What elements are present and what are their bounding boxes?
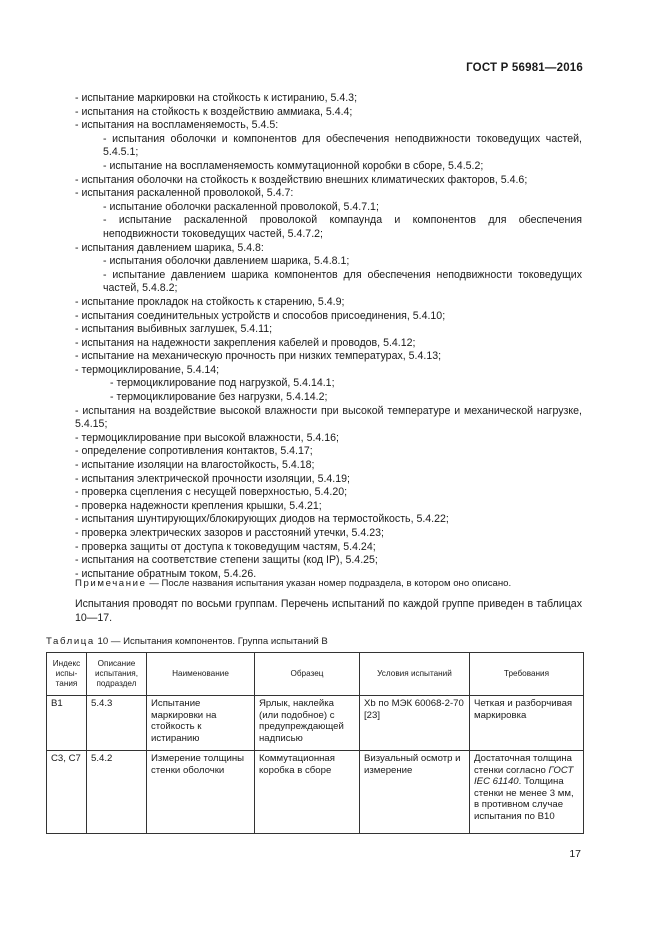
cell-section: 5.4.3 xyxy=(87,696,147,751)
cell-index: C3, C7 xyxy=(47,751,87,834)
note-label: Примечание xyxy=(75,578,147,589)
list-item: - испытание оболочки раскаленной проволокой, 5.4.7.1; xyxy=(103,200,379,213)
cell-name: Испытание маркировки на стойкость к истиранию xyxy=(147,696,255,751)
list-item: - испытания на стойкость к воздействию аммиака, 5.4.4; xyxy=(75,105,353,118)
list-item: - испытания на воспламеняемость, 5.4.5: xyxy=(75,119,279,132)
list-item: - испытания выбивных заглушек, 5.4.11; xyxy=(75,323,273,336)
list-item: - испытание раскаленной проволокой компаунда и компонентов для обеспечения неподвижности токоведущих частей, 5.4.7.2; xyxy=(103,214,582,240)
list-item: - термоциклирование под нагрузкой, 5.4.14.1; xyxy=(110,377,335,390)
requirements-text-b: . Толщина стенки не менее 3 мм, в противном случае испытания по B10 xyxy=(474,776,574,822)
list-item: - испытания оболочки и компонентов для обеспечения неподвижности токоведущих частей, 5.4.5.1; xyxy=(103,132,582,159)
list-item: - испытание изоляции на влагостойкость, 5.4.18; xyxy=(75,459,315,472)
list-item: - проверка сцепления с несущей поверхностью, 5.4.20; xyxy=(75,486,348,499)
list-item: - термоциклирование при высокой влажности, 5.4.16; xyxy=(75,431,339,444)
tests-table xyxy=(46,652,584,834)
table-row xyxy=(47,696,584,751)
cell-conditions: Xb по МЭК 60068-2-70 [23] xyxy=(360,696,470,751)
list-item: - проверка защиты от доступа к токоведущим частям, 5.4.24; xyxy=(75,540,376,553)
column-header: Индекс испы-тания xyxy=(47,653,87,696)
list-item: - испытание обратным током, 5.4.26. xyxy=(75,567,257,580)
cell-section: 5.4.2 xyxy=(87,751,147,834)
list-item: - испытания оболочки давлением шарика, 5.4.8.1; xyxy=(103,255,350,268)
test-list xyxy=(75,92,582,581)
list-item: - испытания давлением шарика, 5.4.8: xyxy=(75,241,264,254)
list-item: - испытание давлением шарика компонентов для обеспечения неподвижности токоведущих частей, 5.4.8.2; xyxy=(103,268,582,295)
list-item: - испытание маркировки на стойкость к истиранию, 5.4.3; xyxy=(75,92,358,104)
table-caption-text: 10 — Испытания компонентов. Группа испытаний В xyxy=(94,636,328,647)
column-header: Образец xyxy=(255,653,360,696)
list-item: - испытания на надежности закрепления кабелей и проводов, 5.4.12; xyxy=(75,336,416,349)
column-header: Описание испытания, подраздел xyxy=(87,653,147,696)
cell-name: Измерение толщины стенки оболочки xyxy=(147,751,255,834)
column-header: Требования xyxy=(470,653,584,696)
note-text: — После названия испытания указан номер подраздела, в котором оно описано. xyxy=(146,578,512,589)
cell-conditions: Визуальный осмотр и измерение xyxy=(360,751,470,834)
note xyxy=(75,578,582,590)
body-paragraph: Испытания проводят по восьми группам. Перечень испытаний по каждой группе приведен в таблицах 10—17. xyxy=(75,598,582,624)
cell-sample: Ярлык, наклейка (или подобное) с предупреждающей надписью xyxy=(255,696,360,751)
list-item: - испытания оболочки на стойкость к воздействию внешних климатических факторов, 5.4.6; xyxy=(75,173,528,186)
column-header: Наименование xyxy=(147,653,255,696)
list-item: - испытания на соответствие степени защиты (код IP), 5.4.25; xyxy=(75,554,378,567)
table-row xyxy=(47,751,584,834)
requirements-text-a: Достаточная толщина стенки согласно xyxy=(474,753,572,776)
cell-sample: Коммутационная коробка в сборе xyxy=(255,751,360,834)
cell-requirements: Четкая и разборчивая маркировка xyxy=(470,696,584,751)
requirements-reference: ГОСТ IEC 61140 xyxy=(474,764,574,788)
list-item: - термоциклирование, 5.4.14; xyxy=(75,363,220,376)
table-caption-label: Таблица xyxy=(46,636,95,647)
list-item: - испытание на воспламеняемость коммутационной коробки в сборе, 5.4.5.2; xyxy=(103,159,484,172)
list-item: - испытания на воздействие высокой влажности при высокой температуре и механической нагрузке, 5.4.15; xyxy=(75,404,582,431)
list-item: - испытания шунтирующих/блокирующих диодов на термостойкость, 5.4.22; xyxy=(75,513,449,526)
list-item: - проверка электрических зазоров и расстояний утечки, 5.4.23; xyxy=(75,527,384,539)
list-item: - испытания соединительных устройств и способов присоединения, 5.4.10; xyxy=(75,309,446,322)
list-item: - испытание прокладок на стойкость к старению, 5.4.9; xyxy=(75,295,345,308)
table-header-row xyxy=(47,653,584,696)
list-item: - испытания раскаленной проволокой, 5.4.7: xyxy=(75,187,294,200)
list-item: - испытание на механическую прочность при низких температурах, 5.4.13; xyxy=(75,350,442,363)
table-caption xyxy=(46,636,328,647)
column-header: Условия испытаний xyxy=(360,653,470,696)
page-number: 17 xyxy=(569,848,581,860)
list-item: - определение сопротивления контактов, 5.4.17; xyxy=(75,445,313,458)
list-item: - термоциклирование без нагрузки, 5.4.14.2; xyxy=(110,391,328,404)
list-item: - испытания электрической прочности изоляции, 5.4.19; xyxy=(75,472,350,485)
cell-index: B1 xyxy=(47,696,87,751)
list-item: - проверка надежности крепления крышки, 5.4.21; xyxy=(75,499,322,512)
standard-designation: ГОСТ Р 56981—2016 xyxy=(466,62,583,74)
cell-requirements xyxy=(470,751,584,834)
